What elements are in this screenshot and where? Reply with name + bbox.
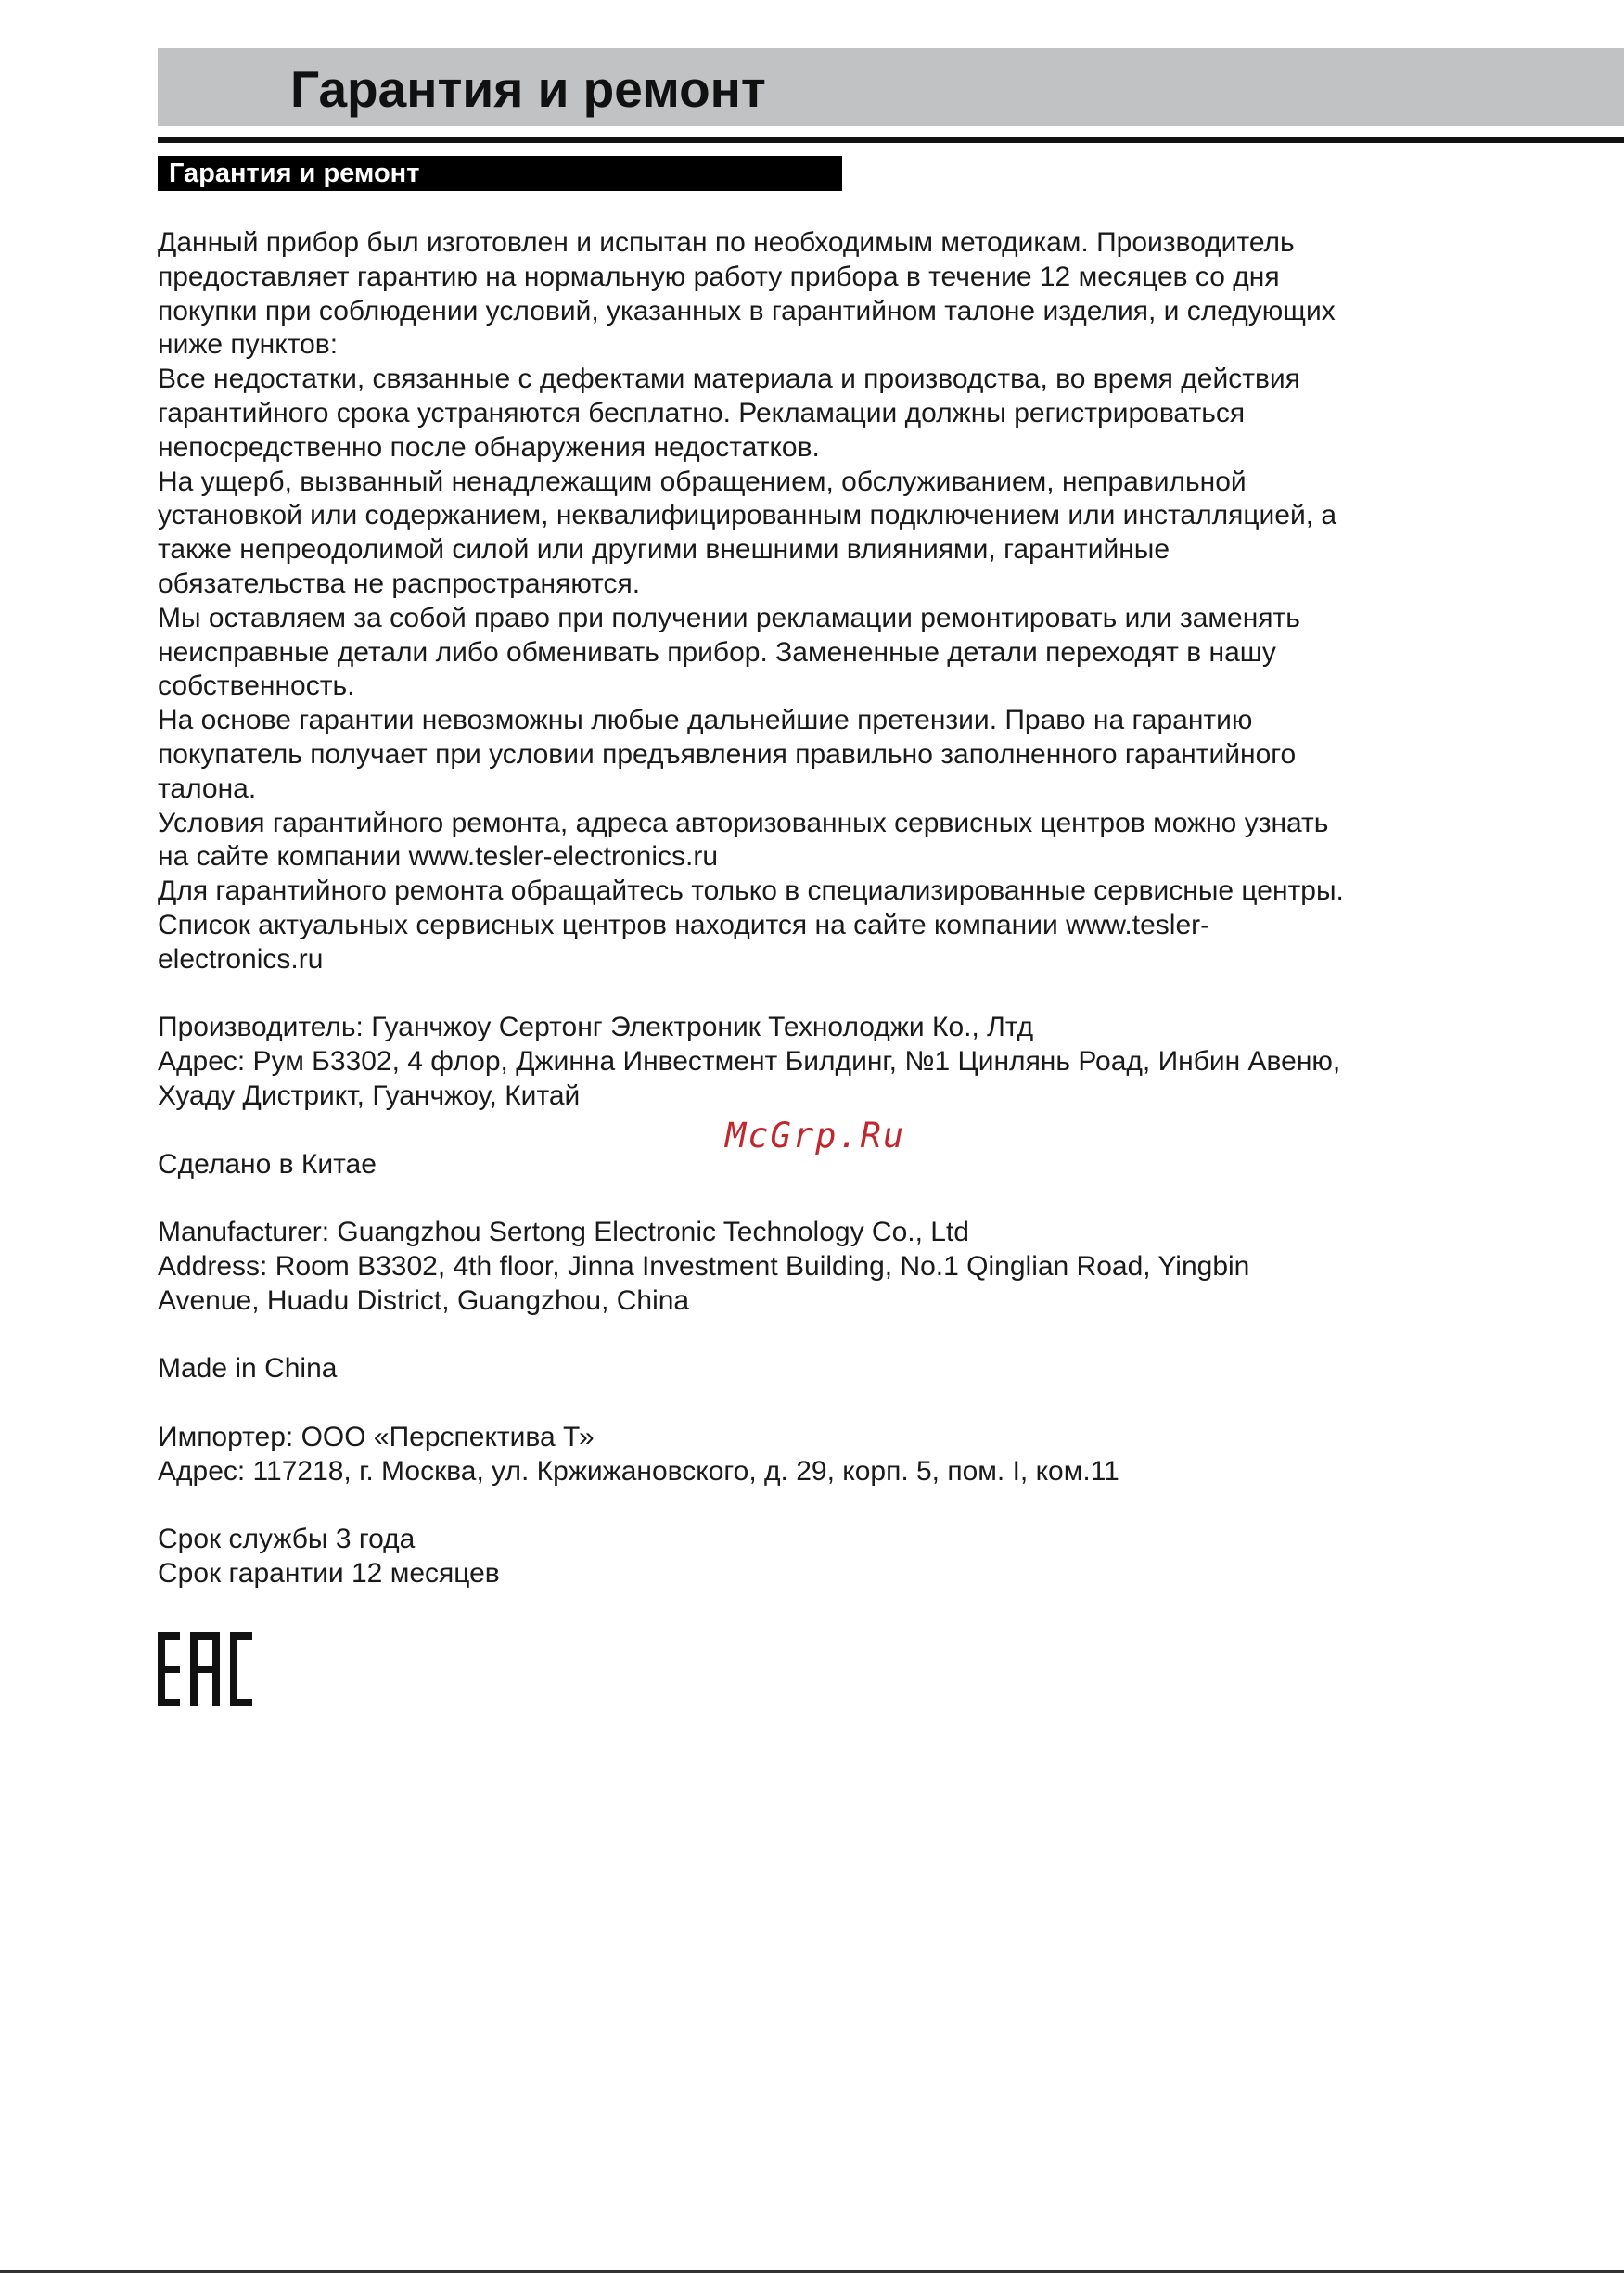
manufacturer-ru bbox=[158, 1011, 1475, 1113]
warranty-line: также непреодолимой силой или другими внешними влияниями, гарантийные bbox=[158, 534, 1170, 566]
spacer bbox=[158, 1488, 1475, 1523]
warranty-line: собственность. bbox=[158, 670, 355, 702]
warranty-line: На ущерб, вызванный ненадлежащим обращением, обслуживанием, неправильной bbox=[158, 466, 1247, 497]
warranty-line: Мы оставляем за собой право при получении рекламации ремонтировать или заменять bbox=[158, 602, 1300, 633]
warranty-line: Условия гарантийного ремонта, адреса авторизованных сервисных центров можно узнать bbox=[158, 807, 1329, 838]
warranty-line: ниже пунктов: bbox=[158, 329, 339, 361]
manufacturer-en-address: Address: Room B3302, 4th floor, Jinna Investment Building, No.1 Qinglian Road, Yingbin bbox=[158, 1250, 1250, 1282]
warranty-line: покупки при соблюдении условий, указанных в гарантийном талоне изделия, и следующих bbox=[158, 295, 1336, 326]
warranty-line: предоставляет гарантию на нормальную работу прибора в течение 12 месяцев со дня bbox=[158, 261, 1280, 292]
made-in-en: Made in China bbox=[158, 1353, 338, 1385]
warranty-line: Список актуальных сервисных центров находится на сайте компании www.tesler- bbox=[158, 909, 1210, 940]
manufacturer-ru-name: Производитель: Гуанчжоу Сертонг Электроник Технолоджи Ко., Лтд bbox=[158, 1012, 1034, 1043]
importer-name: Импортер: ООО «Перспектива Т» bbox=[158, 1421, 595, 1452]
watermark: McGrp.Ru bbox=[725, 1116, 906, 1156]
eac-certification-icon bbox=[158, 1632, 252, 1706]
warranty-line: electronics.ru bbox=[158, 943, 324, 975]
header-divider bbox=[158, 137, 1624, 143]
warranty-line: на сайте компании www.tesler-electronics.ru bbox=[158, 841, 718, 873]
terms bbox=[158, 1523, 1475, 1591]
spacer bbox=[158, 1386, 1475, 1421]
manufacturer-en-name: Manufacturer: Guangzhou Sertong Electronic Technology Co., Ltd bbox=[158, 1217, 969, 1248]
made-in-ru: Сделано в Китае bbox=[158, 1148, 377, 1180]
warranty-line: установкой или содержанием, неквалифицированным подключением или инсталляцией, а bbox=[158, 500, 1337, 531]
manufacturer-en-address-cont: Avenue, Huadu District, Guangzhou, China bbox=[158, 1284, 690, 1316]
service-life: Срок службы 3 года bbox=[158, 1524, 416, 1555]
warranty-line: гарантийного срока устраняются бесплатно. Рекламации должны регистрироваться bbox=[158, 397, 1246, 428]
importer bbox=[158, 1421, 1475, 1489]
spacer bbox=[158, 1319, 1475, 1353]
spacer bbox=[158, 977, 1475, 1012]
manufacturer-en bbox=[158, 1216, 1475, 1318]
warranty-line: Данный прибор был изготовлен и испытан по необходимым методикам. Производитель bbox=[158, 227, 1295, 258]
warranty-text bbox=[158, 226, 1475, 977]
spacer bbox=[158, 1181, 1475, 1216]
warranty-line: Для гарантийного ремонта обращайтесь только в специализированные сервисные центры. bbox=[158, 875, 1344, 907]
manufacturer-ru-address: Адрес: Рум Б3302, 4 флор, Джинна Инвестмент Билдинг, №1 Цинлянь Роад, Инбин Авеню, bbox=[158, 1046, 1341, 1078]
page-title: Гарантия и ремонт bbox=[290, 60, 766, 118]
section-heading: Гарантия и ремонт bbox=[169, 159, 420, 188]
warranty-line: неисправные детали либо обменивать прибор. Замененные детали переходят в нашу bbox=[158, 636, 1276, 668]
warranty-line: непосредственно после обнаружения недостатков. bbox=[158, 431, 820, 463]
importer-address: Адрес: 117218, г. Москва, ул. Кржижановского, д. 29, корп. 5, пом. I, ком.11 bbox=[158, 1455, 1119, 1487]
manufacturer-ru-address-cont: Хуаду Дистрикт, Гуанчжоу, Китай bbox=[158, 1079, 581, 1111]
warranty-line: покупатель получает при условии предъявления правильно заполненного гарантийного bbox=[158, 738, 1297, 770]
warranty-period: Срок гарантии 12 месяцев bbox=[158, 1558, 500, 1590]
warranty-line: талона. bbox=[158, 773, 257, 804]
warranty-line: На основе гарантии невозможны любые дальнейшие претензии. Право на гарантию bbox=[158, 705, 1253, 736]
warranty-line: Все недостатки, связанные с дефектами материала и производства, во время действия bbox=[158, 364, 1300, 395]
document-body bbox=[158, 226, 1475, 1591]
warranty-line: обязательства не распространяются. bbox=[158, 568, 641, 599]
